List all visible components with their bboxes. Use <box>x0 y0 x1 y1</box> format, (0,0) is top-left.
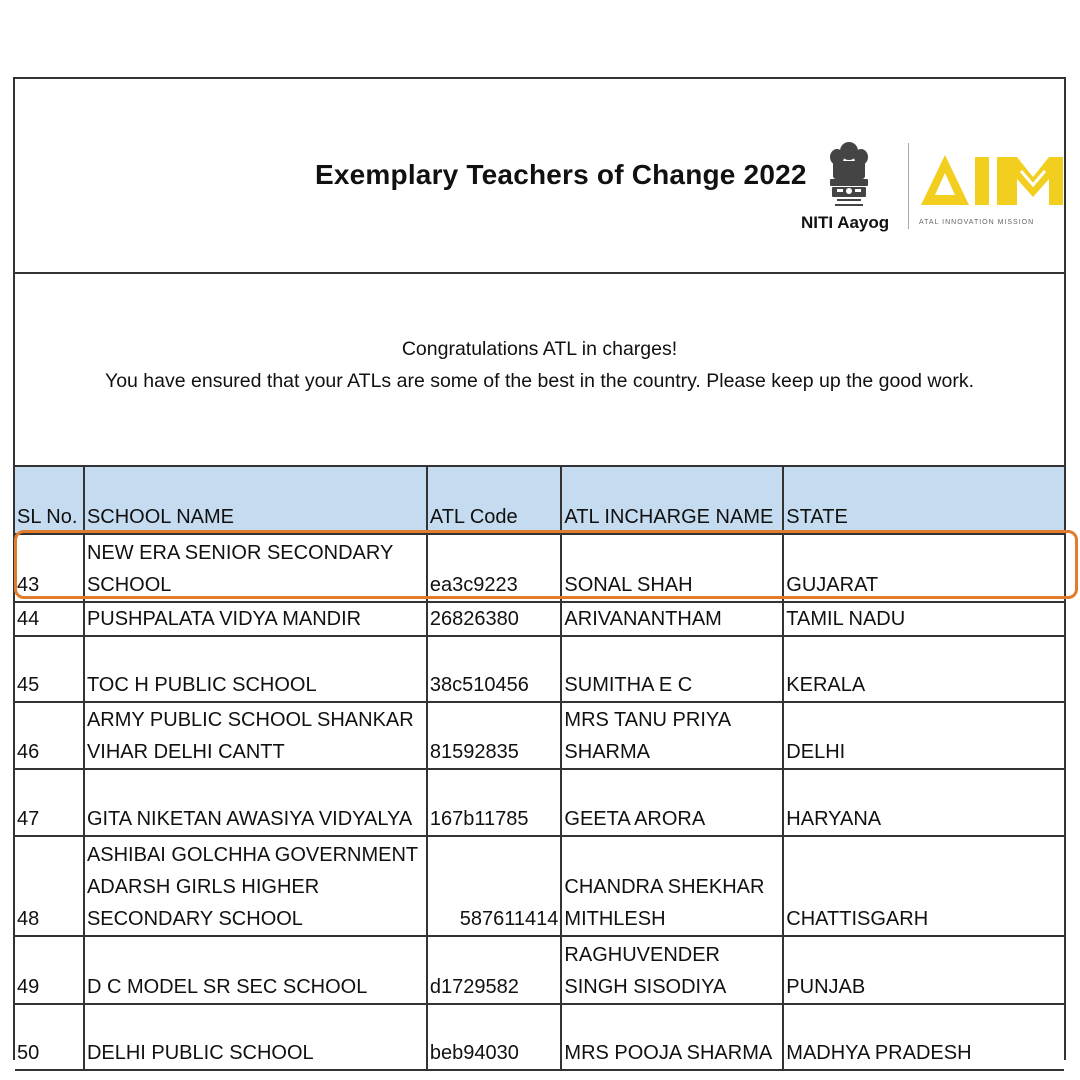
cell-atl-incharge-name-line: GEETA ARORA <box>564 808 706 830</box>
cell-school-name-line: NEW ERA SENIOR SECONDARY <box>86 542 394 564</box>
title-band <box>15 79 1064 274</box>
cell-school-name-line: SECONDARY SCHOOL <box>86 908 303 930</box>
cell-atl-code: 38c510456 <box>427 636 562 702</box>
cell-atl-incharge-name-line: SINGH SISODIYA <box>564 976 727 998</box>
cell-school-name-line: VIHAR DELHI CANTT <box>86 741 285 763</box>
teachers-table <box>15 467 1064 1071</box>
cell-atl-code: d1729582 <box>427 936 562 1004</box>
document-title: Exemplary Teachers of Change 2022 <box>315 159 807 190</box>
cell-school-name <box>84 769 427 836</box>
cell-school-name-line: SCHOOL <box>86 574 172 596</box>
cell-atl-incharge-name <box>561 636 783 702</box>
cell-atl-code: 26826380 <box>427 602 562 636</box>
cell-school-name-line: GITA NIKETAN AWASIYA VIDYALYA <box>86 808 413 830</box>
cell-state: PUNJAB <box>783 936 1064 1004</box>
cell-state: CHATTISGARH <box>783 836 1064 936</box>
cell-atl-incharge-name-line: ARIVANANTHAM <box>564 608 722 630</box>
cell-atl-code: beb94030 <box>427 1004 562 1070</box>
cell-school-name-line: ASHIBAI GOLCHHA GOVERNMENT <box>86 844 419 866</box>
cell-atl-incharge-name <box>561 702 783 769</box>
table-row <box>15 702 1064 769</box>
cell-school-name <box>84 1004 427 1070</box>
cell-atl-code: ea3c9223 <box>427 534 562 602</box>
cell-atl-incharge-name-line: RAGHUVENDER <box>564 944 720 966</box>
logo-divider <box>908 143 909 229</box>
cell-school-name <box>84 836 427 936</box>
table-row <box>15 1004 1064 1070</box>
cell-school-name-line: ARMY PUBLIC SCHOOL SHANKAR <box>86 709 414 731</box>
header-state: STATE <box>783 467 1064 534</box>
cell-atl-incharge-name-line: CHANDRA SHEKHAR <box>564 876 765 898</box>
header-atl-code: ATL Code <box>427 467 562 534</box>
cell-sl-no: 50 <box>15 1004 84 1070</box>
table-row <box>15 602 1064 636</box>
cell-atl-incharge-name-line: MITHLESH <box>564 908 666 930</box>
national-emblem-icon <box>823 139 875 213</box>
cell-school-name <box>84 534 427 602</box>
cell-state: KERALA <box>783 636 1064 702</box>
aim-tagline: ATAL INNOVATION MISSION <box>919 219 1035 226</box>
cell-school-name <box>84 636 427 702</box>
cell-atl-incharge-name <box>561 1004 783 1070</box>
cell-school-name-line: PUSHPALATA VIDYA MANDIR <box>86 608 362 630</box>
cell-sl-no: 44 <box>15 602 84 636</box>
cell-school-name-line: D C MODEL SR SEC SCHOOL <box>86 976 368 998</box>
table-body <box>15 534 1064 1070</box>
cell-atl-incharge-name-line: SHARMA <box>564 741 650 763</box>
cell-atl-incharge-name-line: MRS POOJA SHARMA <box>564 1042 773 1064</box>
cell-atl-code: 587611414 <box>427 836 562 936</box>
message-band <box>15 272 1064 467</box>
cell-school-name <box>84 602 427 636</box>
cell-sl-no: 46 <box>15 702 84 769</box>
cell-atl-incharge-name-line: SUMITHA E C <box>564 674 693 696</box>
cell-state: GUJARAT <box>783 534 1064 602</box>
cell-school-name-line: DELHI PUBLIC SCHOOL <box>86 1042 314 1064</box>
cell-state: TAMIL NADU <box>783 602 1064 636</box>
header-atl-incharge-name: ATL INCHARGE NAME <box>561 467 783 534</box>
table-row <box>15 534 1064 602</box>
cell-sl-no: 48 <box>15 836 84 936</box>
cell-sl-no: 47 <box>15 769 84 836</box>
cell-sl-no: 43 <box>15 534 84 602</box>
header-school-name: SCHOOL NAME <box>84 467 427 534</box>
cell-atl-incharge-name <box>561 836 783 936</box>
cell-atl-incharge-name-line: SONAL SHAH <box>564 574 693 596</box>
niti-aayog-label: NITI Aayog <box>801 213 890 232</box>
aim-logo <box>913 149 1063 234</box>
aim-mark-icon <box>913 149 1063 211</box>
cell-atl-incharge-name <box>561 936 783 1004</box>
cell-atl-incharge-name <box>561 534 783 602</box>
congrats-line: Congratulations ATL in charges! <box>401 338 678 360</box>
header-sl-no: SL No. <box>15 467 84 534</box>
cell-state: HARYANA <box>783 769 1064 836</box>
cell-atl-incharge-name <box>561 769 783 836</box>
niti-aayog-logo <box>795 137 905 237</box>
cell-atl-incharge-name <box>561 602 783 636</box>
cell-sl-no: 49 <box>15 936 84 1004</box>
cell-atl-incharge-name-line: MRS TANU PRIYA <box>564 709 732 731</box>
cell-sl-no: 45 <box>15 636 84 702</box>
table-row <box>15 636 1064 702</box>
table-row <box>15 836 1064 936</box>
cell-school-name-line: TOC H PUBLIC SCHOOL <box>86 674 317 696</box>
cell-state: DELHI <box>783 702 1064 769</box>
cell-school-name <box>84 936 427 1004</box>
cell-atl-code: 81592835 <box>427 702 562 769</box>
table-header-row <box>15 467 1064 534</box>
document-page <box>13 77 1066 1064</box>
cell-atl-code: 167b11785 <box>427 769 562 836</box>
table-row <box>15 769 1064 836</box>
cell-school-name <box>84 702 427 769</box>
encouragement-line: You have ensured that your ATLs are some of the best in the country. Please keep up the good work. <box>104 370 975 392</box>
table-row <box>15 936 1064 1004</box>
cell-school-name-line: ADARSH GIRLS HIGHER <box>86 876 320 898</box>
cell-state: MADHYA PRADESH <box>783 1004 1064 1070</box>
